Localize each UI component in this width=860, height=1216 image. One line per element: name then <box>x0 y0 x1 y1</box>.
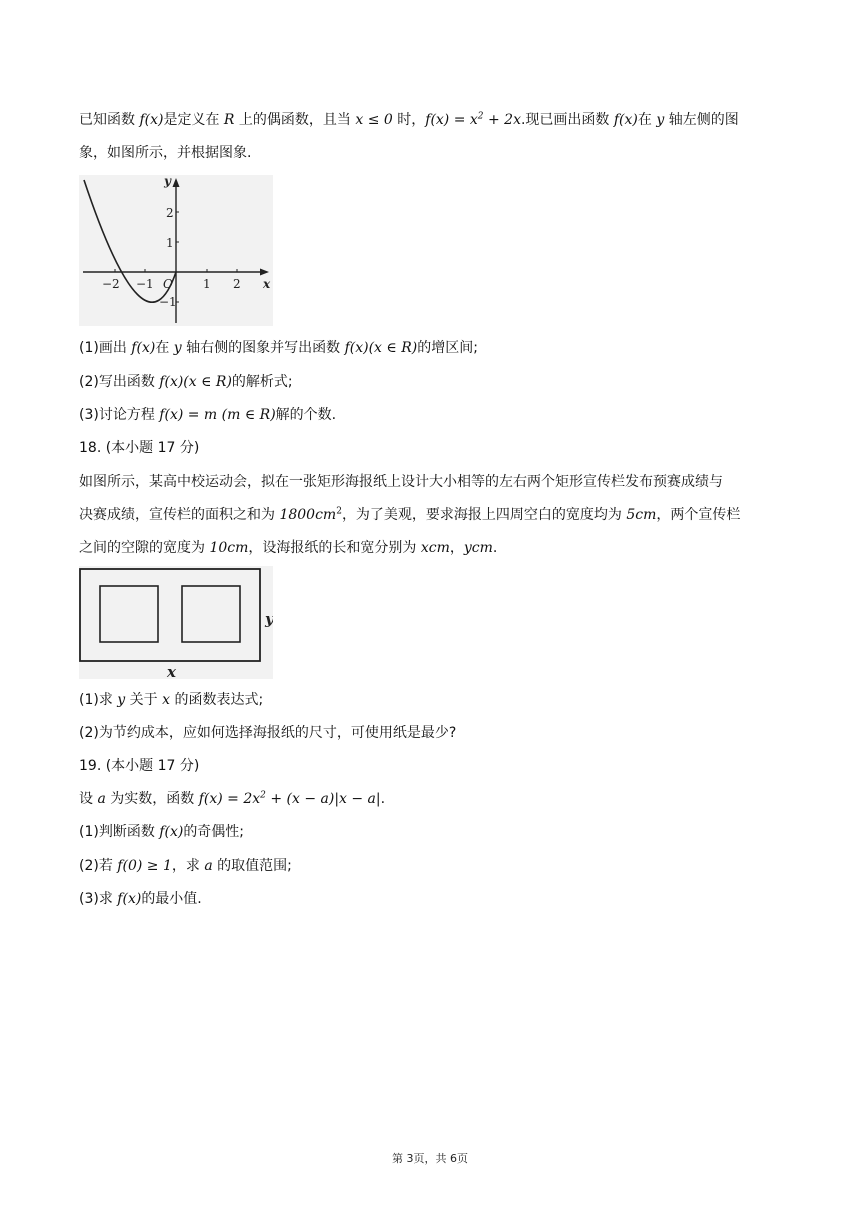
math-R: R <box>223 112 235 128</box>
poster-right-panel <box>182 586 240 642</box>
x-tick-label: −1 <box>136 277 154 291</box>
q19-sub-3: (3)求 f(x)的最小值. <box>79 891 202 907</box>
math-fx: f(x) <box>139 112 164 128</box>
q19-sub-1: (1)判断函数 f(x)的奇偶性; <box>79 824 245 840</box>
q18-line-1: 如图所示，某高中校运动会，拟在一张矩形海报纸上设计大小相等的左右两个矩形宣传栏发布预赛成绩与 <box>79 474 723 490</box>
math-y: y <box>656 112 665 128</box>
x-tick-label: 1 <box>203 277 211 291</box>
poster-length-label: x <box>167 663 176 679</box>
y-tick-label: 2 <box>166 206 174 220</box>
q17-sub-1: (1)画出 f(x)在 y 轴右侧的图象并写出函数 f(x)(x ∈ R)的增区间; <box>79 340 478 356</box>
x-tick-label: −2 <box>102 277 120 291</box>
q18-sub-2: (2)为节约成本，应如何选择海报纸的尺寸，可使用纸是最少? <box>79 725 457 741</box>
poster-outer-rect <box>80 569 260 661</box>
poster-figure <box>79 566 273 679</box>
x-tick-label: 2 <box>233 277 241 291</box>
y-tick-label: −1 <box>159 295 177 309</box>
page-footer: 第 3页，共 6页 <box>392 1152 468 1165</box>
q17-sub-2: (2)写出函数 f(x)(x ∈ R)的解析式; <box>79 374 293 390</box>
y-axis-label: y <box>164 175 171 188</box>
q18-sub-1: (1)求 y 关于 x 的函数表达式; <box>79 692 264 708</box>
q18-line-2: 决赛成绩，宣传栏的面积之和为 $1800cm^2$，为了美观，要求海报上四周空白的宽度均为 5cm，两个宣传栏 <box>79 506 741 523</box>
function-graph <box>79 175 273 326</box>
math-cond: x ≤ 0 <box>355 112 393 128</box>
intro-line-2: 象，如图所示，并根据图象. <box>79 145 252 161</box>
q19-sub-2: (2)若 f(0) ≥ 1，求 a 的取值范围; <box>79 858 292 874</box>
y-tick-label: 1 <box>166 236 174 250</box>
poster-diagram <box>79 566 273 679</box>
q18-line-3: 之间的空隙的宽度为 10cm，设海报纸的长和宽分别为 xcm，ycm. <box>79 540 498 556</box>
math-fx-2: f(x) <box>613 112 638 128</box>
intro-line-1: 已知函数 f(x)是定义在 R 上的偶函数，且当 x ≤ 0 时，$f(x) = x^2 + 2x$.现已画出函数 f(x)在 y 轴左侧的图 <box>79 111 739 128</box>
function-graph-figure <box>79 175 273 326</box>
x-axis-label: x <box>263 277 271 291</box>
q19-heading: 19. (本小题 17 分) <box>79 758 200 774</box>
origin-label: O <box>163 277 173 291</box>
poster-width-label: y <box>265 610 273 628</box>
y-axis-arrow <box>173 178 180 187</box>
poster-left-panel <box>100 586 158 642</box>
q18-heading: 18. (本小题 17 分) <box>79 440 200 456</box>
q17-sub-3: (3)讨论方程 f(x) = m (m ∈ R)解的个数. <box>79 407 337 423</box>
x-axis-arrow <box>260 269 269 276</box>
q19-line-1: 设 a 为实数，函数 $f(x) = 2x^2 + (x - a)|x - a|$. <box>79 790 386 807</box>
math-eq: $f(x) = x^2 + 2x$ <box>425 111 521 128</box>
